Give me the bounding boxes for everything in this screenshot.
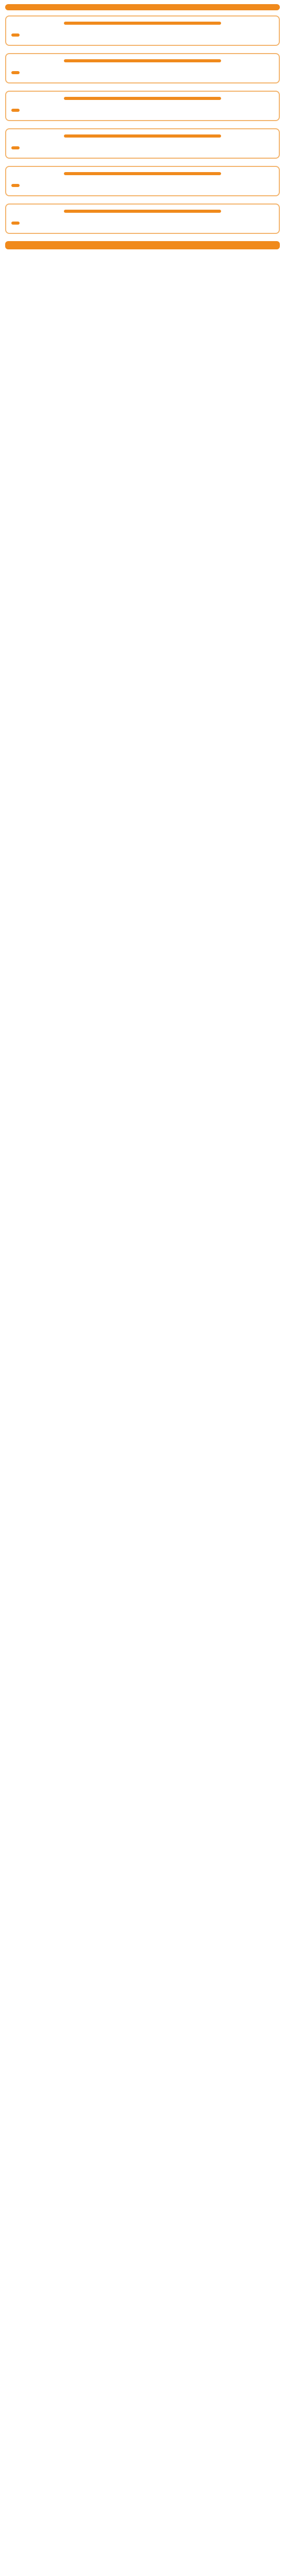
section	[5, 15, 280, 46]
section	[5, 53, 280, 83]
mindmap-node	[11, 33, 20, 37]
section	[5, 204, 280, 234]
section-title	[64, 210, 221, 213]
section-title	[64, 22, 221, 25]
section-title	[64, 59, 221, 62]
document-page	[0, 0, 285, 258]
section	[5, 128, 280, 159]
mindmap-node	[11, 71, 20, 74]
mindmap-node	[11, 184, 20, 187]
page-title	[5, 4, 280, 10]
mindmap-node	[11, 109, 20, 112]
section	[5, 166, 280, 196]
section-title	[64, 134, 221, 138]
section	[5, 91, 280, 121]
section-title	[64, 172, 221, 175]
section-title	[64, 97, 221, 100]
mindmap-node	[11, 146, 20, 149]
mindmap-node	[11, 222, 20, 225]
footer-banner	[5, 241, 280, 249]
sections-container	[5, 15, 280, 234]
